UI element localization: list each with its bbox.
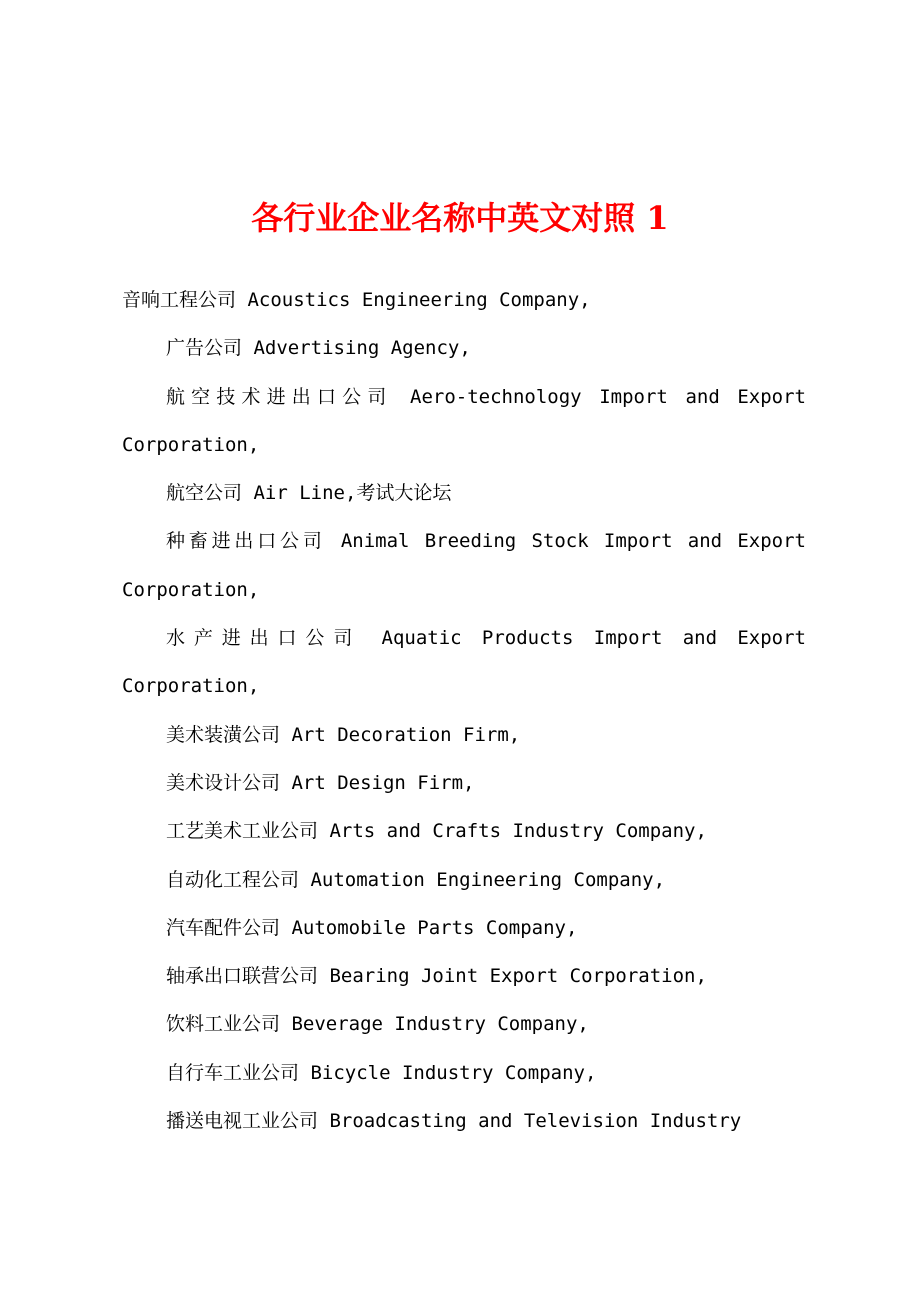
document-title: 各行业企业名称中英文对照 1 [251, 199, 669, 237]
list-item: 水产进出口公司 Aquatic Products Import and Export Corporation, [122, 627, 806, 698]
list-item: 音响工程公司 Acoustics Engineering Company, [122, 289, 591, 311]
list-item: 自动化工程公司 Automation Engineering Company, [166, 868, 666, 891]
list-item: 航空公司 Air Line,考试大论坛 [166, 482, 452, 505]
list-item: 美术设计公司 Art Design Firm, [166, 771, 475, 794]
list-item: 航空技术进出口公司 Aero-technology Import and Export Corporation, [122, 385, 806, 456]
list-item: 饮料工业公司 Beverage Industry Company, [166, 1013, 589, 1036]
list-item: 种畜进出口公司 Animal Breeding Stock Import and Export Corporation, [122, 530, 806, 601]
list-item: 汽车配件公司 Automobile Parts Company, [166, 916, 578, 939]
list-item: 轴承出口联营公司 Bearing Joint Export Corporation, [166, 965, 707, 988]
list-item: 美术装潢公司 Art Decoration Firm, [166, 723, 521, 746]
list-item: 广告公司 Advertising Agency, [166, 337, 471, 360]
list-item: 自行车工业公司 Bicycle Industry Company, [166, 1061, 597, 1084]
list-item: 工艺美术工业公司 Arts and Crafts Industry Company, [166, 820, 707, 843]
list-item: 播送电视工业公司 Broadcasting and Television Industry [166, 1110, 742, 1133]
entry-list [122, 276, 806, 1145]
